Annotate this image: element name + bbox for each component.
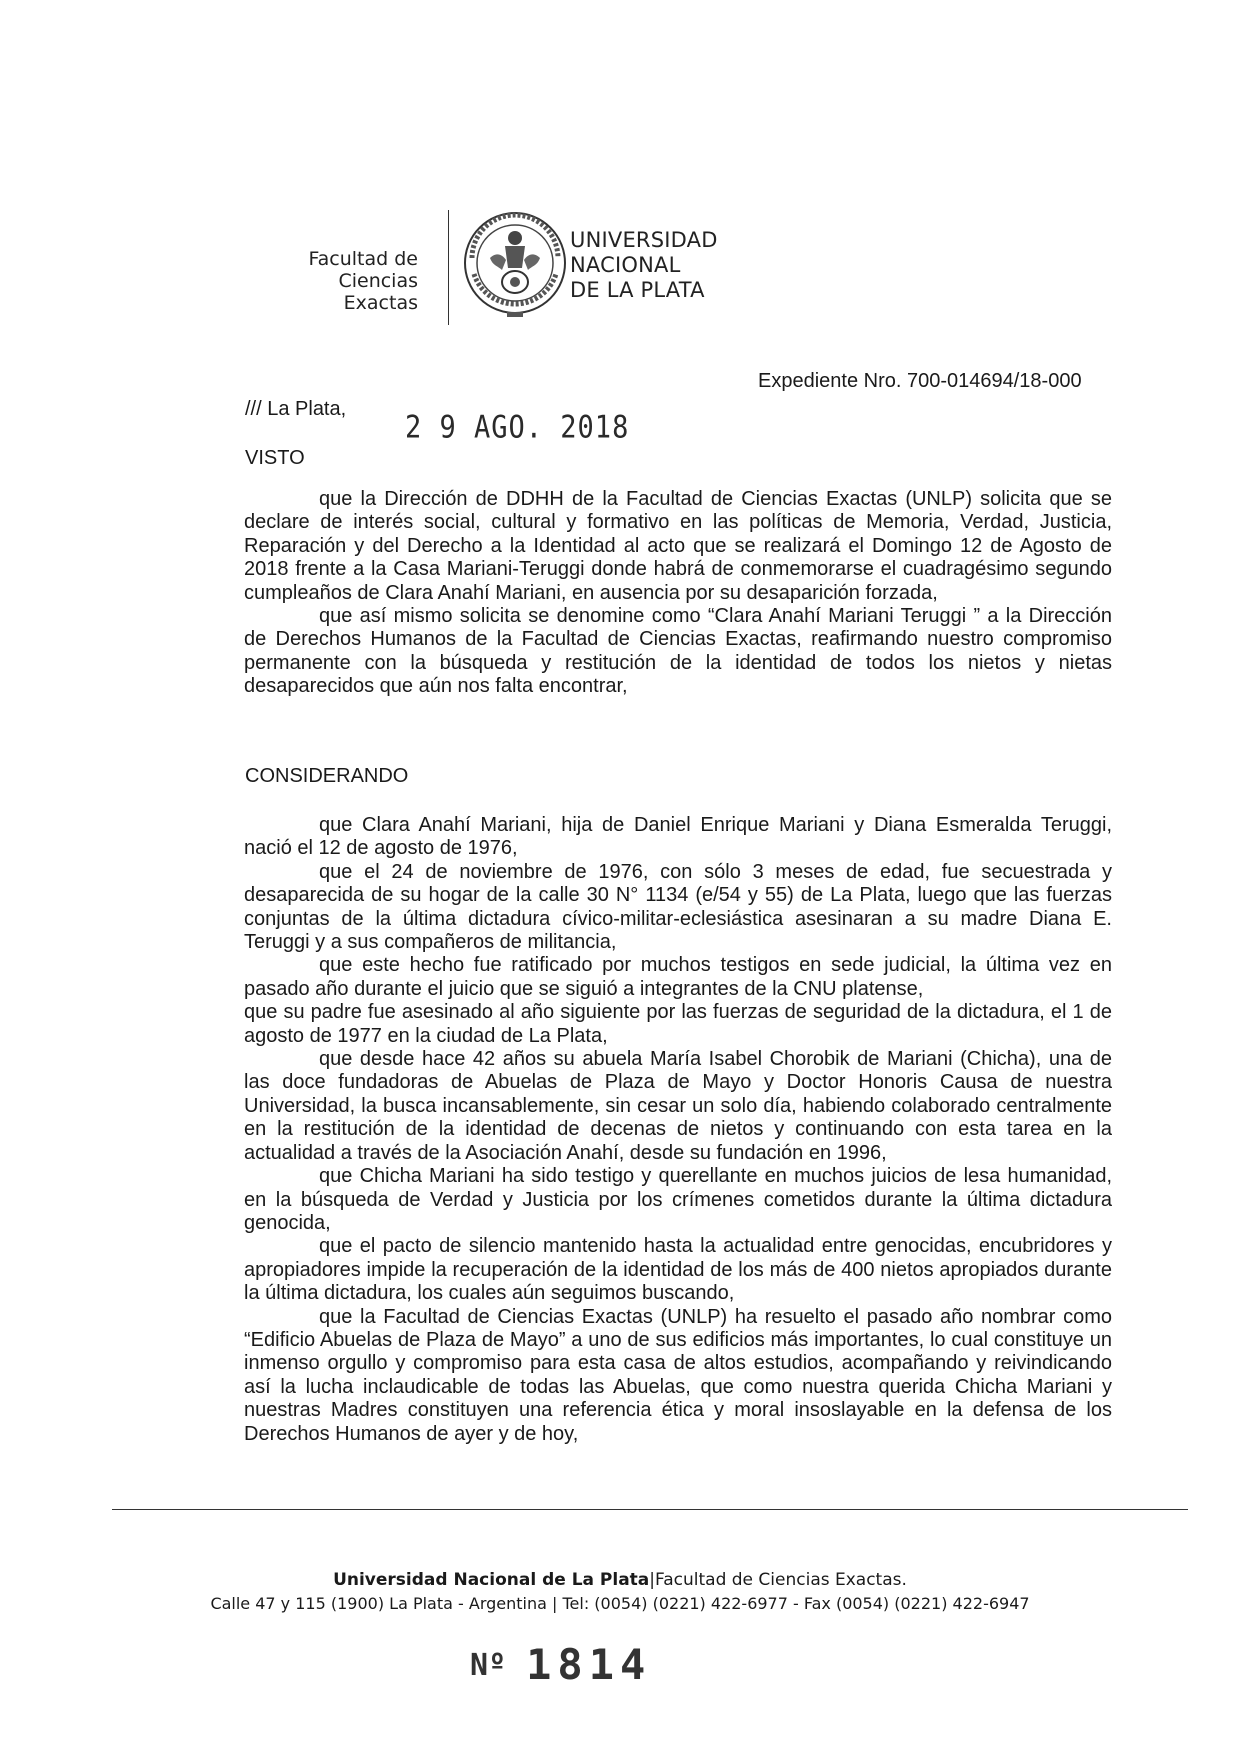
number-symbol: Nº — [470, 1648, 507, 1683]
considerando-paragraph: que su padre fue asesinado al año siguiente por las fuerzas de seguridad de la dictadura, el 1 de agosto de 1977 en la ciudad de La Plata, — [244, 1001, 1112, 1047]
faculty-name-line2: Ciencias Exactas — [338, 270, 418, 314]
resolution-number-stamp — [470, 1640, 651, 1689]
visto-paragraph: que la Dirección de DDHH de la Facultad de Ciencias Exactas (UNLP) solicita que se declare de interés social, cultural y formativo en las políticas de Memoria, Verdad, Justicia, Reparación y del Derecho a la Identidad al acto que se realizará el Domingo 12 de Agosto de 2018 frente a la Casa Mariani-Teruggi donde habrá de conmemorarse el cuadragésimo segundo cumpleaños de Clara Anahí Mariani, en ausencia por su desaparición forzada, — [244, 488, 1112, 604]
faculty-name — [270, 248, 418, 314]
faculty-name-line1: Facultad de — [308, 248, 418, 270]
university-seal-icon — [460, 208, 570, 320]
university-name-line1: UNIVERSIDAD — [570, 228, 718, 252]
expediente-number: Expediente Nro. 700-014694/18-000 — [758, 370, 1082, 392]
considerando-paragraph: que el pacto de silencio mantenido hasta la actualidad entre genocidas, encubridores y apropiadores impide la recuperación de la identidad de los más de 400 nietos apropiados durante la última dictadura, los cuales aún seguimos buscando, — [244, 1235, 1112, 1305]
date-stamp: 2 9 AGO. 2018 — [405, 409, 630, 446]
university-name-line3: DE LA PLATA — [570, 278, 705, 302]
considerando-heading: CONSIDERANDO — [245, 765, 409, 787]
footer-institution — [0, 1570, 1240, 1590]
considerando-paragraph: que desde hace 42 años su abuela María Isabel Chorobik de Mariani (Chicha), una de las doce fundadoras de Abuelas de Plaza de Mayo y Doctor Honoris Causa de nuestra Universidad, la busca incansablemente, sin cesar un solo día, habiendo colaborado centralmente en la restitución de la identidad de decenas de nietos y continuando con esta tarea en la actualidad a través de la Asociación Anahí, desde su fundación en 1996, — [244, 1048, 1112, 1164]
considerando-paragraph: que el 24 de noviembre de 1976, con sólo 3 meses de edad, fue secuestrada y desaparecida de su hogar de la calle 30 N° 1134 (e/54 y 55) de La Plata, luego que las fuerzas conjuntas de la última dictadura cívico-militar-eclesiástica asesinaran a su madre Diana E. Teruggi y a sus compañeros de militancia, — [244, 860, 1112, 954]
visto-paragraph: que así mismo solicita se denomine como “Clara Anahí Mariani Teruggi ” a la Dirección de Derechos Humanos de la Facultad de Ciencias Exactas, reafirmando nuestro compromiso permanente con la búsqueda y restitución de la identidad de todos los nietos y nietas desaparecidos que aún nos falta encontrar, — [244, 605, 1112, 698]
university-name — [570, 228, 718, 303]
considerando-paragraph: que Clara Anahí Mariani, hija de Daniel Enrique Mariani y Diana Esmeralda Teruggi, nació el 12 de agosto de 1976, — [244, 814, 1112, 860]
header-divider — [448, 210, 449, 325]
considerando-paragraph: que este hecho fue ratificado por muchos testigos en sede judicial, la última vez en pasado año durante el juicio que se siguió a integrantes de la CNU platense, — [244, 954, 1112, 1000]
resolution-number: 1814 — [526, 1640, 652, 1689]
footer-contact: Calle 47 y 115 (1900) La Plata - Argentina | Tel: (0054) (0221) 422-6977 - Fax (0054) (0221) 422-6947 — [210, 1594, 1030, 1613]
footer-faculty: |Facultad de Ciencias Exactas. — [649, 1570, 907, 1590]
footer-university: Universidad Nacional de La Plata — [333, 1570, 650, 1590]
considerando-body — [244, 814, 1112, 1446]
visto-body — [244, 488, 1112, 699]
footer-divider — [112, 1509, 1188, 1510]
place-line: /// La Plata, — [245, 398, 347, 420]
university-name-line2: NACIONAL — [570, 253, 681, 277]
considerando-paragraph: que Chicha Mariani ha sido testigo y querellante en muchos juicios de lesa humanidad, en la búsqueda de Verdad y Justicia por los crímenes cometidos durante la última dictadura genocida, — [244, 1165, 1112, 1234]
visto-heading: VISTO — [245, 447, 305, 469]
considerando-paragraph: que la Facultad de Ciencias Exactas (UNLP) ha resuelto el pasado año nombrar como “Edificio Abuelas de Plaza de Mayo” a uno de sus edificios más importantes, lo cual constituye un inmenso orgullo y compromiso para esta casa de altos estudios, acompañando y reivindicando así la lucha inclaudicable de todas las Abuelas, que como nuestra querida Chicha Mariani y nuestras Madres constituyen una referencia ética y moral insoslayable en la defensa de los Derechos Humanos de ayer y de hoy, — [244, 1305, 1112, 1445]
